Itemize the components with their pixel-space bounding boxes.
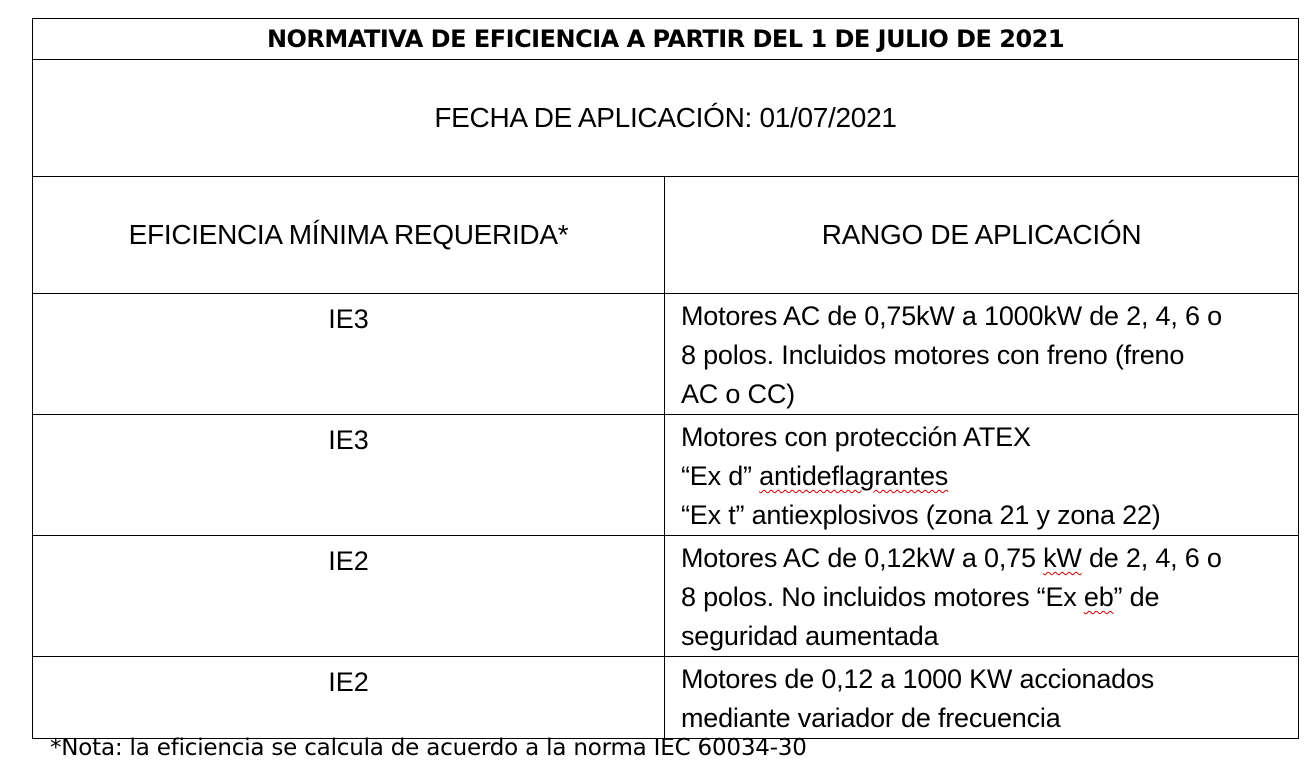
efficiency-cell: IE3: [33, 294, 665, 415]
table-row: [33, 415, 1299, 536]
range-line: [681, 457, 1286, 496]
range-cell: [665, 657, 1299, 739]
range-line: Motores con protección ATEX: [681, 422, 1031, 452]
table-row: [33, 536, 1299, 657]
header-efficiency: EFICIENCIA MÍNIMA REQUERIDA*: [33, 177, 665, 294]
footnote: *Nota: la eficiencia se calcula de acuerdo a la norma IEC 60034-30: [50, 735, 807, 761]
range-line: Motores AC de 0,75kW a 1000kW de 2, 4, 6 o: [681, 301, 1222, 331]
title-row: [33, 19, 1299, 60]
efficiency-cell: IE2: [33, 657, 665, 739]
efficiency-cell: IE3: [33, 415, 665, 536]
range-cell: [665, 536, 1299, 657]
efficiency-cell: IE2: [33, 536, 665, 657]
range-line: seguridad aumentada: [681, 621, 939, 651]
range-text: “Ex d”: [681, 461, 760, 491]
table-row: [33, 294, 1299, 415]
table-row: [33, 657, 1299, 739]
range-line: 8 polos. Incluidos motores con freno (freno: [681, 340, 1185, 370]
header-range: RANGO DE APLICACIÓN: [665, 177, 1299, 294]
range-line: [681, 578, 1286, 617]
application-date: FECHA DE APLICACIÓN: 01/07/2021: [33, 60, 1299, 177]
efficiency-regulation-table: [32, 18, 1299, 739]
range-text: 8 polos. No incluidos motores “Ex: [681, 582, 1084, 612]
range-text: Motores AC de 0,12kW a 0,75: [681, 543, 1044, 573]
range-text: de 2, 4, 6 o: [1081, 543, 1222, 573]
spellcheck-word: kW: [1043, 543, 1082, 573]
date-row: [33, 60, 1299, 177]
spellcheck-word: antideflagrantes: [759, 461, 949, 491]
range-line: mediante variador de frecuencia: [681, 703, 1061, 733]
range-line: “Ex t” antiexplosivos (zona 21 y zona 22): [681, 500, 1161, 530]
range-line: Motores de 0,12 a 1000 KW accionados: [681, 664, 1155, 694]
range-line: [681, 539, 1286, 578]
table-title: NORMATIVA DE EFICIENCIA A PARTIR DEL 1 DE JULIO DE 2021: [33, 19, 1299, 60]
range-line: AC o CC): [681, 379, 795, 409]
header-row: [33, 177, 1299, 294]
range-text: ” de: [1113, 582, 1160, 612]
spellcheck-word: eb: [1083, 582, 1114, 612]
range-cell: [665, 415, 1299, 536]
range-cell: [665, 294, 1299, 415]
